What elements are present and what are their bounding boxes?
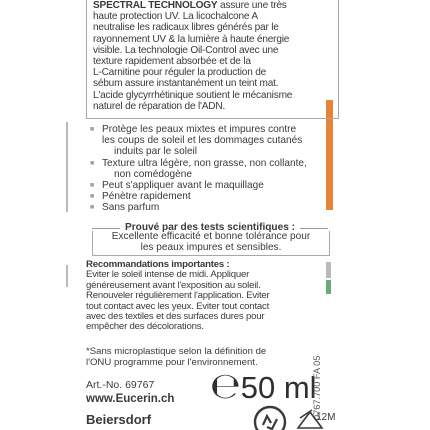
benefit-item: ■ Sans parfum (90, 202, 330, 213)
proof-box: Excellente efficacité et bonne tolérance pour les peaux impures et sensibles. (92, 231, 330, 256)
benefit-item: ■ Peut s'appliquer avant le maquillage (90, 180, 330, 191)
description-line: L'acide glycyrrhétinique soutient le mécanisme (93, 89, 293, 101)
benefit-item: ■ Texture ultra légère, non grasse, non collante, non comédogène (90, 158, 330, 180)
recommendation-line: empêcher des décolorations. (86, 321, 204, 333)
recycling-icon (253, 405, 287, 430)
description-line: neutralise les radicaux libres générés par le (93, 22, 279, 34)
net-volume: ℮50 ml (210, 366, 317, 407)
left-margin-line-2 (66, 265, 68, 287)
recommendations (86, 260, 332, 333)
description-box (86, 0, 339, 119)
recommendations-title: Recommandations importantes : (86, 259, 230, 270)
proof-title: Prouvé par des tests scientifiques : (90, 222, 330, 233)
proof-rule-right (300, 228, 328, 229)
proof-rule-left (92, 228, 120, 229)
description-line: texture rapidement absorbée et de la (93, 56, 251, 68)
estimated-sign-icon: ℮ (210, 366, 241, 407)
manufacturer-name: Beiersdorf (86, 412, 152, 427)
microplastic-footnote: *Sans microplastique selon la définition de l'ONU programme pour l'environnement. (86, 346, 267, 368)
recommendation-line: généreusement avant l'exposition au soleil. (86, 279, 261, 291)
period-after-opening: 12M (316, 412, 336, 423)
description-line: naturel de réparation de l'ADN. (93, 100, 226, 112)
recommendation-line: Renouveler régulièrement l'application. Eviter (86, 290, 270, 302)
brand-url: www.Eucerin.ch (86, 393, 175, 405)
benefit-item: ■ Protège les peaux mixtes et impures contre les coups de soleil et les dommages cutanés induits par le soleil (90, 124, 330, 158)
article-number: Art.-No. 69767 (86, 379, 155, 391)
batch-code: 0767.700 FA 05 (312, 355, 322, 420)
benefit-item: ■ Pénètre rapidement (90, 191, 330, 202)
recommendation-line: tout contact avec les yeux. Eviter tout contact (86, 300, 270, 312)
description-line: visible. La technologie Oil-Control avec une (93, 44, 279, 56)
description-line: rayonnement UV & la lumière à haute énergie (93, 33, 290, 45)
description-line: haute protection UV. La licochalcone A (93, 11, 258, 23)
description-line: sébum assure instantanément un teint mat. (93, 78, 279, 90)
description-line-1: SPECTRAL TECHNOLOGY assure une très (93, 0, 287, 11)
left-margin-line (66, 122, 68, 212)
benefits-list (90, 124, 330, 214)
recommendation-line: avec des textiles et des surfaces dures pour (86, 311, 265, 323)
recommendation-line: Eviter le soleil intense de midi. Appliquer (86, 269, 250, 281)
description-line: L-Carnitine pour réguler la production de (93, 67, 267, 79)
